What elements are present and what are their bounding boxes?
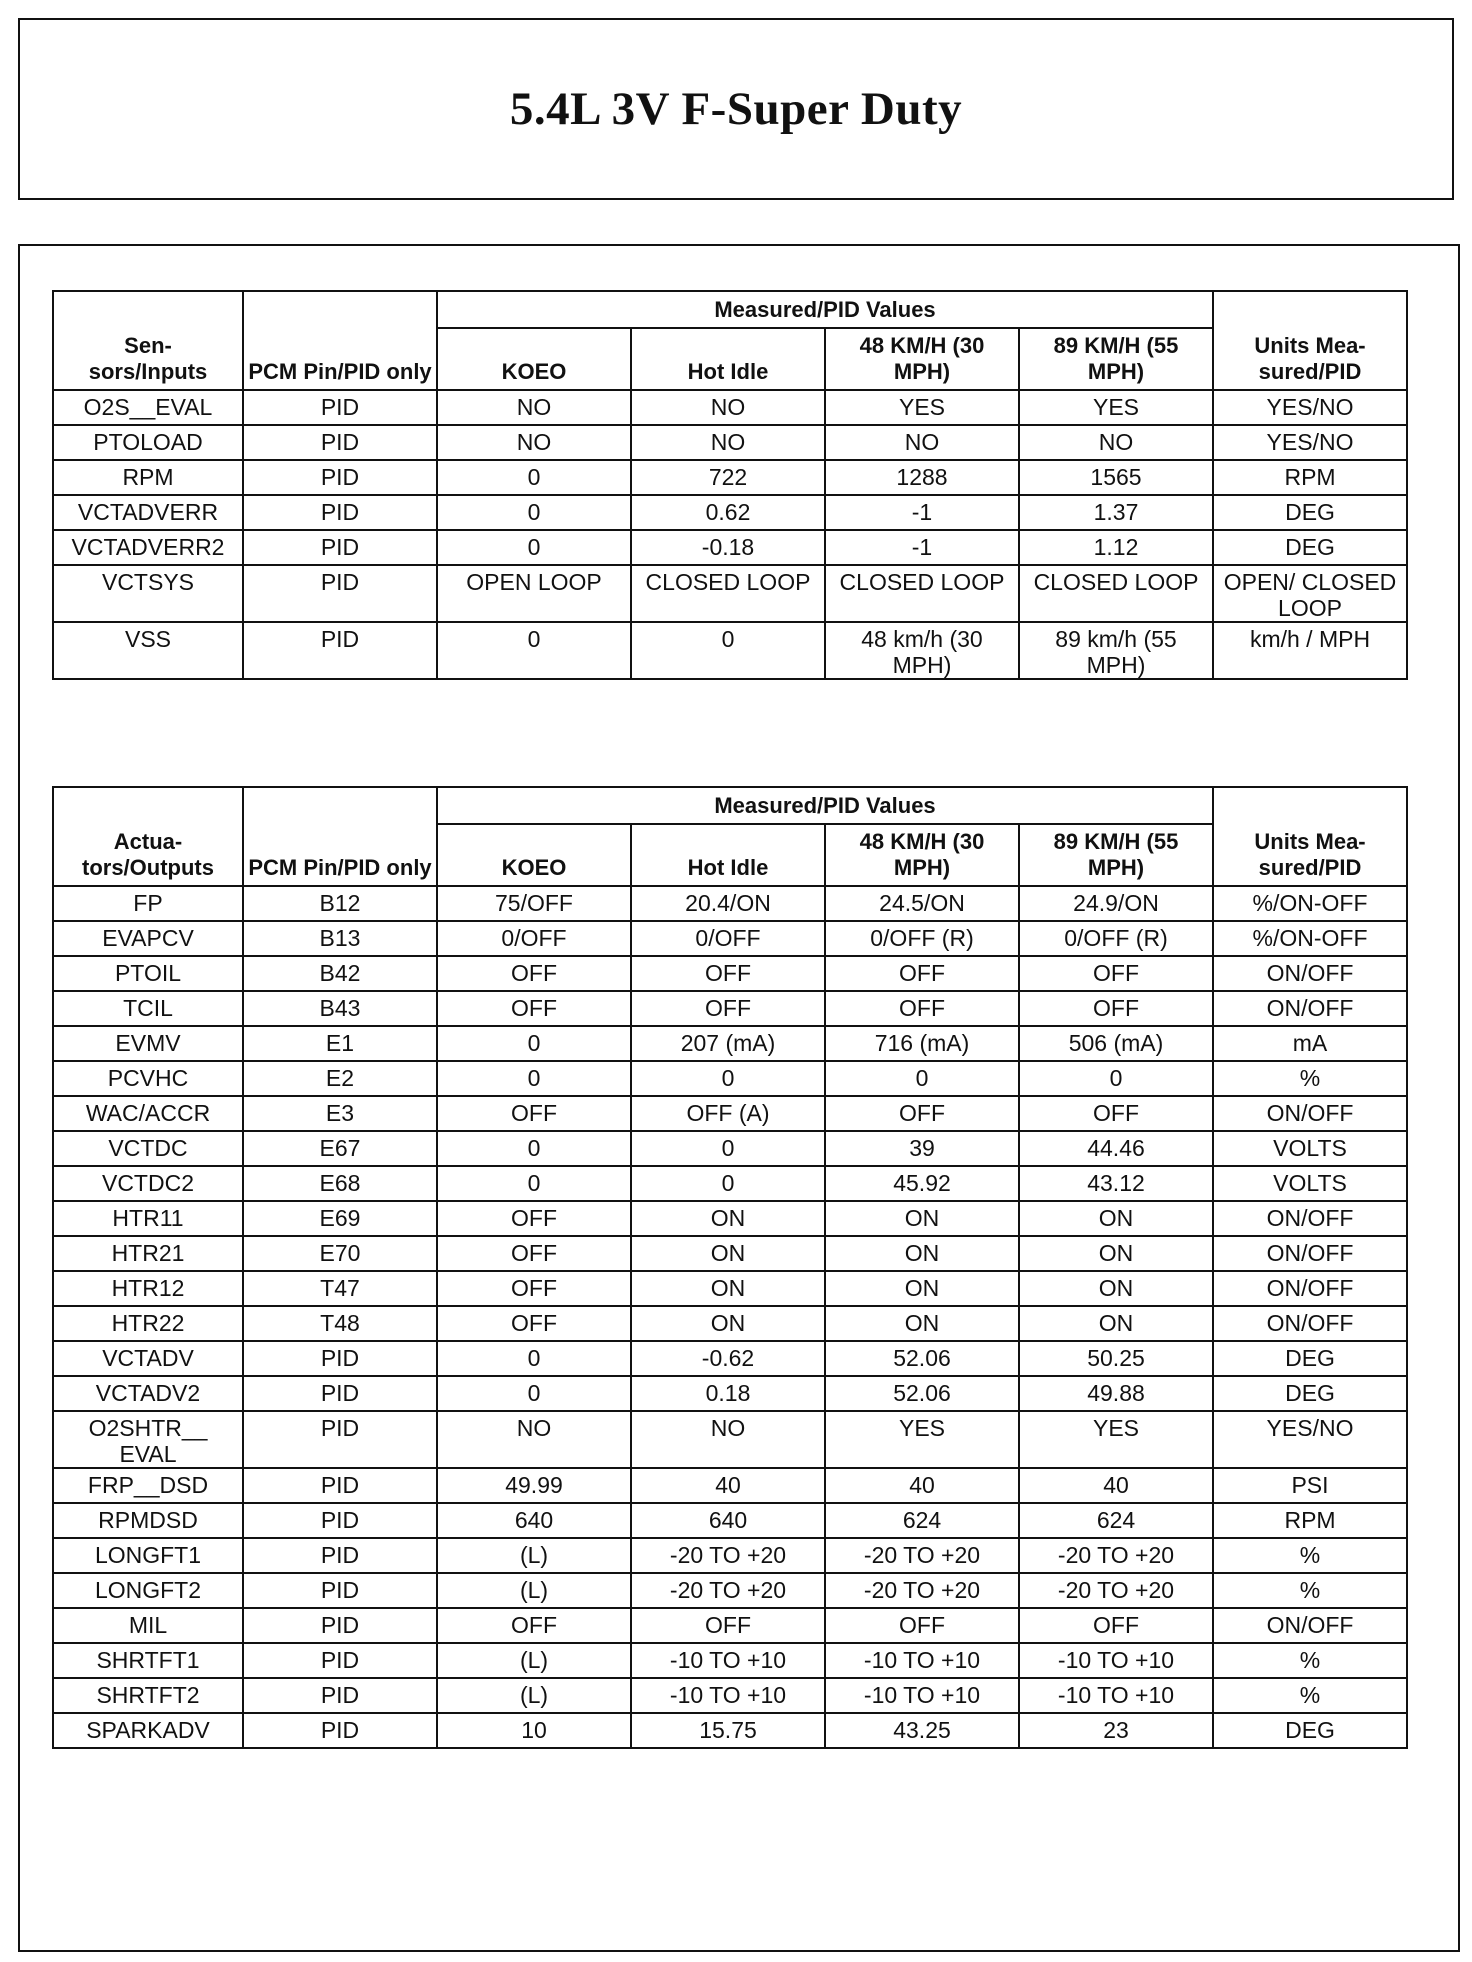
- cell-koeo: 0: [437, 1166, 631, 1201]
- cell-item: WAC/ACCR: [53, 1096, 243, 1131]
- cell-hot-idle: 640: [631, 1503, 825, 1538]
- cell-item: VCTADV: [53, 1341, 243, 1376]
- cell-pin: B13: [243, 921, 437, 956]
- cell-koeo: (L): [437, 1573, 631, 1608]
- cell-item: VCTSYS: [53, 565, 243, 622]
- cell-89kmh: -20 TO +20: [1019, 1573, 1213, 1608]
- cell-koeo: OFF: [437, 956, 631, 991]
- cell-koeo: OFF: [437, 1306, 631, 1341]
- cell-pin: B12: [243, 886, 437, 921]
- cell-koeo: NO: [437, 390, 631, 425]
- cell-item: HTR12: [53, 1271, 243, 1306]
- cell-48kmh: -10 TO +10: [825, 1678, 1019, 1713]
- cell-hot-idle: 0: [631, 1061, 825, 1096]
- cell-48kmh: ON: [825, 1236, 1019, 1271]
- cell-koeo: 0: [437, 622, 631, 679]
- table-row: [53, 622, 1407, 679]
- cell-hot-idle: -0.62: [631, 1341, 825, 1376]
- header-measured-pid-values: Measured/PID Values: [437, 787, 1213, 824]
- header-pcm-pin: PCM Pin/PID only: [243, 291, 437, 390]
- cell-koeo: (L): [437, 1538, 631, 1573]
- table-row: [53, 1643, 1407, 1678]
- cell-hot-idle: OFF: [631, 956, 825, 991]
- cell-koeo: 0: [437, 1131, 631, 1166]
- cell-89kmh: 506 (mA): [1019, 1026, 1213, 1061]
- cell-units: %: [1213, 1678, 1407, 1713]
- cell-48kmh: 45.92: [825, 1166, 1019, 1201]
- cell-item: O2SHTR__ EVAL: [53, 1411, 243, 1468]
- sensors-body: [53, 390, 1407, 679]
- cell-48kmh: -20 TO +20: [825, 1573, 1019, 1608]
- table-row: [53, 1306, 1407, 1341]
- table-row: [53, 495, 1407, 530]
- table-row: [53, 1166, 1407, 1201]
- cell-units: %: [1213, 1061, 1407, 1096]
- cell-pin: E67: [243, 1131, 437, 1166]
- cell-48kmh: 0/OFF (R): [825, 921, 1019, 956]
- cell-89kmh: 1565: [1019, 460, 1213, 495]
- cell-89kmh: ON: [1019, 1306, 1213, 1341]
- cell-pin: PID: [243, 1503, 437, 1538]
- cell-48kmh: NO: [825, 425, 1019, 460]
- cell-hot-idle: OFF: [631, 991, 825, 1026]
- cell-hot-idle: ON: [631, 1271, 825, 1306]
- cell-48kmh: -1: [825, 530, 1019, 565]
- cell-89kmh: ON: [1019, 1271, 1213, 1306]
- cell-pin: E69: [243, 1201, 437, 1236]
- cell-89kmh: ON: [1019, 1236, 1213, 1271]
- cell-pin: PID: [243, 1376, 437, 1411]
- cell-pin: E68: [243, 1166, 437, 1201]
- cell-item: LONGFT1: [53, 1538, 243, 1573]
- cell-item: VCTADV2: [53, 1376, 243, 1411]
- cell-89kmh: OFF: [1019, 956, 1213, 991]
- cell-pin: E70: [243, 1236, 437, 1271]
- cell-units: %: [1213, 1538, 1407, 1573]
- cell-pin: E2: [243, 1061, 437, 1096]
- cell-89kmh: 44.46: [1019, 1131, 1213, 1166]
- cell-hot-idle: 207 (mA): [631, 1026, 825, 1061]
- cell-48kmh: ON: [825, 1271, 1019, 1306]
- table-row: [53, 1376, 1407, 1411]
- cell-koeo: 0: [437, 1061, 631, 1096]
- table-row: [53, 390, 1407, 425]
- cell-hot-idle: NO: [631, 390, 825, 425]
- cell-pin: B42: [243, 956, 437, 991]
- table-row: [53, 1131, 1407, 1166]
- cell-item: SPARKADV: [53, 1713, 243, 1748]
- cell-item: VCTDC2: [53, 1166, 243, 1201]
- cell-koeo: (L): [437, 1643, 631, 1678]
- cell-koeo: OFF: [437, 1236, 631, 1271]
- header-48kmh: 48 KM/H (30 MPH): [825, 824, 1019, 886]
- cell-89kmh: YES: [1019, 390, 1213, 425]
- cell-89kmh: -10 TO +10: [1019, 1678, 1213, 1713]
- actuators-table: [52, 786, 1408, 1749]
- cell-hot-idle: 0.18: [631, 1376, 825, 1411]
- cell-48kmh: OFF: [825, 956, 1019, 991]
- cell-pin: E3: [243, 1096, 437, 1131]
- cell-48kmh: 48 km/h (30 MPH): [825, 622, 1019, 679]
- cell-pin: PID: [243, 1341, 437, 1376]
- page-title: 5.4L 3V F-Super Duty: [509, 83, 963, 135]
- cell-89kmh: OFF: [1019, 1096, 1213, 1131]
- cell-48kmh: 52.06: [825, 1341, 1019, 1376]
- cell-hot-idle: -10 TO +10: [631, 1643, 825, 1678]
- table-row: [53, 991, 1407, 1026]
- cell-48kmh: YES: [825, 1411, 1019, 1468]
- cell-89kmh: 0: [1019, 1061, 1213, 1096]
- cell-units: YES/NO: [1213, 425, 1407, 460]
- cell-item: SHRTFT1: [53, 1643, 243, 1678]
- cell-89kmh: 24.9/ON: [1019, 886, 1213, 921]
- header-sensors-inputs: Sen- sors/Inputs: [53, 291, 243, 390]
- cell-koeo: 0: [437, 460, 631, 495]
- cell-89kmh: 1.37: [1019, 495, 1213, 530]
- cell-units: ON/OFF: [1213, 991, 1407, 1026]
- cell-89kmh: CLOSED LOOP: [1019, 565, 1213, 622]
- cell-pin: PID: [243, 1643, 437, 1678]
- table-row: [53, 1678, 1407, 1713]
- cell-units: DEG: [1213, 530, 1407, 565]
- cell-pin: PID: [243, 1538, 437, 1573]
- cell-89kmh: YES: [1019, 1411, 1213, 1468]
- cell-koeo: OFF: [437, 1201, 631, 1236]
- cell-units: DEG: [1213, 1376, 1407, 1411]
- cell-item: O2S__EVAL: [53, 390, 243, 425]
- cell-89kmh: -20 TO +20: [1019, 1538, 1213, 1573]
- cell-pin: T47: [243, 1271, 437, 1306]
- cell-pin: PID: [243, 1678, 437, 1713]
- cell-48kmh: -10 TO +10: [825, 1643, 1019, 1678]
- cell-hot-idle: 0/OFF: [631, 921, 825, 956]
- cell-item: VCTADVERR2: [53, 530, 243, 565]
- cell-units: DEG: [1213, 1341, 1407, 1376]
- sensors-table: [52, 290, 1408, 680]
- cell-item: EVMV: [53, 1026, 243, 1061]
- cell-units: DEG: [1213, 1713, 1407, 1748]
- header-pcm-pin: PCM Pin/PID only: [243, 787, 437, 886]
- cell-item: FRP__DSD: [53, 1468, 243, 1503]
- cell-hot-idle: CLOSED LOOP: [631, 565, 825, 622]
- cell-units: ON/OFF: [1213, 1096, 1407, 1131]
- cell-item: RPM: [53, 460, 243, 495]
- cell-48kmh: 624: [825, 1503, 1019, 1538]
- cell-48kmh: 43.25: [825, 1713, 1019, 1748]
- cell-pin: PID: [243, 495, 437, 530]
- cell-units: ON/OFF: [1213, 1306, 1407, 1341]
- cell-48kmh: OFF: [825, 1608, 1019, 1643]
- cell-item: FP: [53, 886, 243, 921]
- cell-pin: PID: [243, 622, 437, 679]
- cell-koeo: 0: [437, 1026, 631, 1061]
- header-measured-pid-values: Measured/PID Values: [437, 291, 1213, 328]
- cell-hot-idle: 0: [631, 622, 825, 679]
- cell-hot-idle: ON: [631, 1236, 825, 1271]
- cell-hot-idle: 40: [631, 1468, 825, 1503]
- cell-koeo: 49.99: [437, 1468, 631, 1503]
- cell-units: YES/NO: [1213, 1411, 1407, 1468]
- table-row: [53, 425, 1407, 460]
- cell-89kmh: 50.25: [1019, 1341, 1213, 1376]
- table-row: [53, 1713, 1407, 1748]
- cell-units: km/h / MPH: [1213, 622, 1407, 679]
- table-row: [53, 1411, 1407, 1468]
- cell-pin: PID: [243, 460, 437, 495]
- cell-units: VOLTS: [1213, 1166, 1407, 1201]
- header-hot-idle: Hot Idle: [631, 824, 825, 886]
- cell-hot-idle: 15.75: [631, 1713, 825, 1748]
- table-row: [53, 460, 1407, 495]
- cell-koeo: OFF: [437, 1096, 631, 1131]
- table-row: [53, 1201, 1407, 1236]
- cell-89kmh: 23: [1019, 1713, 1213, 1748]
- cell-units: %/ON-OFF: [1213, 886, 1407, 921]
- cell-48kmh: 40: [825, 1468, 1019, 1503]
- cell-item: EVAPCV: [53, 921, 243, 956]
- cell-koeo: 0/OFF: [437, 921, 631, 956]
- cell-pin: PID: [243, 425, 437, 460]
- cell-units: PSI: [1213, 1468, 1407, 1503]
- cell-89kmh: ON: [1019, 1201, 1213, 1236]
- cell-item: HTR11: [53, 1201, 243, 1236]
- cell-units: YES/NO: [1213, 390, 1407, 425]
- header-89kmh: 89 KM/H (55 MPH): [1019, 328, 1213, 390]
- actuators-body: [53, 886, 1407, 1748]
- cell-48kmh: OFF: [825, 991, 1019, 1026]
- cell-pin: PID: [243, 1608, 437, 1643]
- table-row: [53, 530, 1407, 565]
- cell-units: %: [1213, 1643, 1407, 1678]
- cell-48kmh: 24.5/ON: [825, 886, 1019, 921]
- cell-89kmh: -10 TO +10: [1019, 1643, 1213, 1678]
- cell-48kmh: -20 TO +20: [825, 1538, 1019, 1573]
- cell-hot-idle: ON: [631, 1306, 825, 1341]
- cell-pin: PID: [243, 1713, 437, 1748]
- header-units: Units Mea- sured/PID: [1213, 291, 1407, 390]
- cell-koeo: 0: [437, 1376, 631, 1411]
- table-row: [53, 921, 1407, 956]
- cell-units: RPM: [1213, 460, 1407, 495]
- cell-pin: E1: [243, 1026, 437, 1061]
- header-units: Units Mea- sured/PID: [1213, 787, 1407, 886]
- table-row: [53, 1608, 1407, 1643]
- table-row: [53, 565, 1407, 622]
- cell-koeo: OFF: [437, 991, 631, 1026]
- cell-hot-idle: 722: [631, 460, 825, 495]
- cell-48kmh: 716 (mA): [825, 1026, 1019, 1061]
- cell-units: mA: [1213, 1026, 1407, 1061]
- cell-item: HTR21: [53, 1236, 243, 1271]
- cell-koeo: OPEN LOOP: [437, 565, 631, 622]
- cell-hot-idle: NO: [631, 425, 825, 460]
- title-box: [18, 18, 1454, 200]
- cell-48kmh: YES: [825, 390, 1019, 425]
- cell-pin: PID: [243, 1411, 437, 1468]
- table-row: [53, 1573, 1407, 1608]
- header-89kmh: 89 KM/H (55 MPH): [1019, 824, 1213, 886]
- table-row: [53, 1096, 1407, 1131]
- cell-hot-idle: 0: [631, 1131, 825, 1166]
- cell-item: SHRTFT2: [53, 1678, 243, 1713]
- cell-koeo: 75/OFF: [437, 886, 631, 921]
- table-row: [53, 886, 1407, 921]
- cell-89kmh: OFF: [1019, 1608, 1213, 1643]
- cell-89kmh: 0/OFF (R): [1019, 921, 1213, 956]
- cell-item: LONGFT2: [53, 1573, 243, 1608]
- cell-48kmh: 0: [825, 1061, 1019, 1096]
- cell-pin: B43: [243, 991, 437, 1026]
- cell-hot-idle: -20 TO +20: [631, 1538, 825, 1573]
- cell-item: PCVHC: [53, 1061, 243, 1096]
- cell-item: TCIL: [53, 991, 243, 1026]
- cell-item: MIL: [53, 1608, 243, 1643]
- cell-hot-idle: 0.62: [631, 495, 825, 530]
- cell-item: VSS: [53, 622, 243, 679]
- cell-89kmh: 624: [1019, 1503, 1213, 1538]
- cell-pin: PID: [243, 1573, 437, 1608]
- cell-units: ON/OFF: [1213, 1608, 1407, 1643]
- cell-hot-idle: OFF (A): [631, 1096, 825, 1131]
- cell-pin: T48: [243, 1306, 437, 1341]
- cell-89kmh: OFF: [1019, 991, 1213, 1026]
- cell-hot-idle: -10 TO +10: [631, 1678, 825, 1713]
- cell-pin: PID: [243, 565, 437, 622]
- cell-hot-idle: -0.18: [631, 530, 825, 565]
- cell-89kmh: 1.12: [1019, 530, 1213, 565]
- cell-units: DEG: [1213, 495, 1407, 530]
- header-koeo: KOEO: [437, 824, 631, 886]
- cell-koeo: 640: [437, 1503, 631, 1538]
- cell-hot-idle: 20.4/ON: [631, 886, 825, 921]
- cell-89kmh: 43.12: [1019, 1166, 1213, 1201]
- cell-koeo: 0: [437, 530, 631, 565]
- header-hot-idle: Hot Idle: [631, 328, 825, 390]
- table-row: [53, 1236, 1407, 1271]
- cell-units: OPEN/ CLOSED LOOP: [1213, 565, 1407, 622]
- cell-koeo: NO: [437, 425, 631, 460]
- cell-units: %: [1213, 1573, 1407, 1608]
- cell-pin: PID: [243, 390, 437, 425]
- cell-units: ON/OFF: [1213, 1201, 1407, 1236]
- header-48kmh: 48 KM/H (30 MPH): [825, 328, 1019, 390]
- cell-48kmh: CLOSED LOOP: [825, 565, 1019, 622]
- cell-koeo: OFF: [437, 1608, 631, 1643]
- cell-item: VCTDC: [53, 1131, 243, 1166]
- cell-units: ON/OFF: [1213, 956, 1407, 991]
- cell-koeo: 10: [437, 1713, 631, 1748]
- cell-hot-idle: -20 TO +20: [631, 1573, 825, 1608]
- cell-89kmh: NO: [1019, 425, 1213, 460]
- cell-koeo: OFF: [437, 1271, 631, 1306]
- table-row: [53, 1468, 1407, 1503]
- cell-units: %/ON-OFF: [1213, 921, 1407, 956]
- cell-48kmh: 39: [825, 1131, 1019, 1166]
- cell-hot-idle: NO: [631, 1411, 825, 1468]
- cell-89kmh: 40: [1019, 1468, 1213, 1503]
- cell-48kmh: ON: [825, 1306, 1019, 1341]
- table-row: [53, 1538, 1407, 1573]
- table-row: [53, 1061, 1407, 1096]
- cell-48kmh: OFF: [825, 1096, 1019, 1131]
- header-koeo: KOEO: [437, 328, 631, 390]
- cell-89kmh: 49.88: [1019, 1376, 1213, 1411]
- cell-89kmh: 89 km/h (55 MPH): [1019, 622, 1213, 679]
- cell-item: VCTADVERR: [53, 495, 243, 530]
- table-row: [53, 1271, 1407, 1306]
- table-row: [53, 1026, 1407, 1061]
- cell-item: RPMDSD: [53, 1503, 243, 1538]
- cell-hot-idle: 0: [631, 1166, 825, 1201]
- cell-pin: PID: [243, 530, 437, 565]
- cell-units: RPM: [1213, 1503, 1407, 1538]
- cell-48kmh: ON: [825, 1201, 1019, 1236]
- cell-48kmh: 52.06: [825, 1376, 1019, 1411]
- table-row: [53, 1503, 1407, 1538]
- cell-hot-idle: ON: [631, 1201, 825, 1236]
- cell-units: ON/OFF: [1213, 1271, 1407, 1306]
- cell-item: PTOLOAD: [53, 425, 243, 460]
- cell-hot-idle: OFF: [631, 1608, 825, 1643]
- cell-48kmh: 1288: [825, 460, 1019, 495]
- cell-units: ON/OFF: [1213, 1236, 1407, 1271]
- cell-item: PTOIL: [53, 956, 243, 991]
- cell-pin: PID: [243, 1468, 437, 1503]
- table-row: [53, 956, 1407, 991]
- cell-koeo: 0: [437, 1341, 631, 1376]
- cell-units: VOLTS: [1213, 1131, 1407, 1166]
- cell-koeo: (L): [437, 1678, 631, 1713]
- cell-item: HTR22: [53, 1306, 243, 1341]
- table-row: [53, 1341, 1407, 1376]
- cell-koeo: NO: [437, 1411, 631, 1468]
- cell-48kmh: -1: [825, 495, 1019, 530]
- header-actuators-outputs: Actua- tors/Outputs: [53, 787, 243, 886]
- cell-koeo: 0: [437, 495, 631, 530]
